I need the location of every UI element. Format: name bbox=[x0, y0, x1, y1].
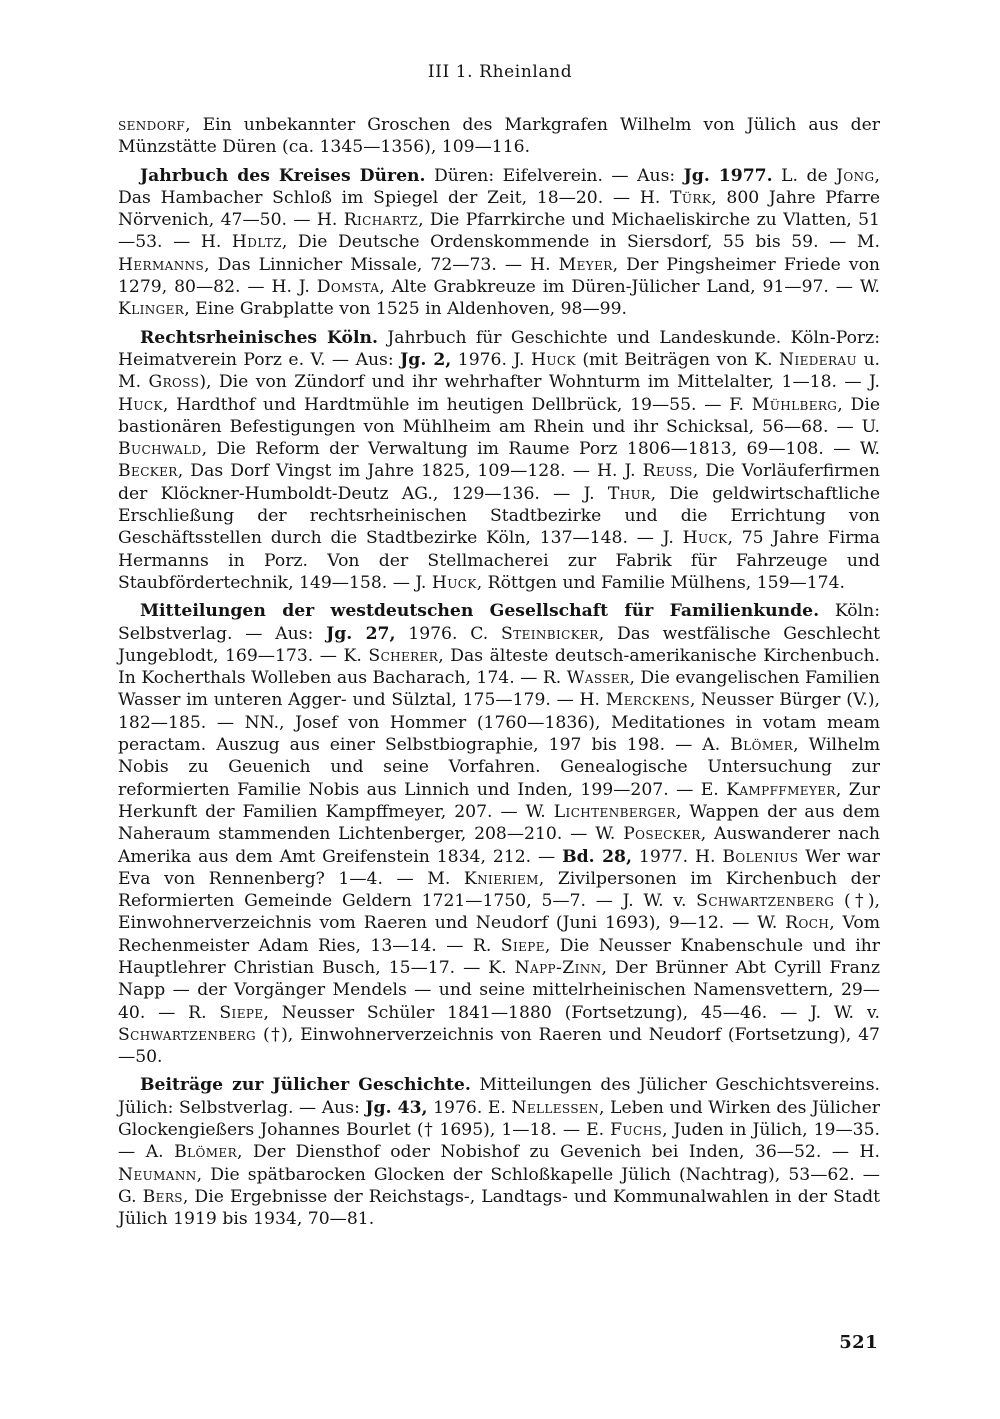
author-name: Hdltz bbox=[231, 232, 282, 253]
entry-text: , Das westfälische Geschlecht Jungeblodt, 169—173. — K. bbox=[118, 623, 880, 666]
entry-text: , Das älteste deutsch-amerikanische Kirchenbuch. In Kocherthals Wolleben aus Bacharach, 174. — R. bbox=[118, 645, 880, 689]
author-name: Bers bbox=[142, 1186, 183, 1207]
author-name: Jong bbox=[836, 165, 875, 186]
entry-text: , Hardthof und Hardtmühle im heutigen Dellbrück, 19—55. — F. bbox=[162, 394, 752, 415]
entry-text: u. M. bbox=[118, 349, 881, 393]
periodical-title: Rechtsrheinisches Köln. bbox=[140, 327, 378, 348]
entry-rechtsrheinisches-koeln bbox=[118, 327, 880, 595]
periodical-title: Beiträge zur Jülicher Geschichte. bbox=[140, 1075, 471, 1096]
author-name: Becker bbox=[118, 461, 178, 482]
entry-text: , Der Diensthof oder Nobishof zu Gevenich bei Inden, 36—52. — H. bbox=[237, 1142, 880, 1163]
author-name: Steinbicker bbox=[501, 623, 599, 644]
entry-text: , Neusser Bürger (V.), 182—185. — NN., Josef von Hommer (1760—1836), Meditationes in votam meam peractam. Auszug aus einer Selbstbiographie, 197 bis 198. — A. bbox=[118, 690, 880, 756]
author-name: Niederau bbox=[779, 349, 857, 370]
volume-label: Jg. 43, bbox=[365, 1097, 428, 1118]
author-name: Lichtenberger bbox=[553, 801, 676, 822]
periodical-title: Mitteilungen der westdeutschen Gesellschaft für Familienkunde. bbox=[140, 601, 820, 622]
entry-text: , Ein unbekannter Groschen des Markgrafen Wilhelm von Jülich aus der Münzstätte Düren (ca. 1345—1356), 109—116. bbox=[118, 115, 880, 158]
entry-text: , Alte Grabkreuze im Düren-Jülicher Land, 91—97. — W. bbox=[379, 277, 880, 298]
entry-text: , Das Linnicher Missale, 72—73. — H. bbox=[204, 254, 559, 275]
entry-text: , Auswanderer nach Amerika aus dem Amt Greifenstein 1834, 212. — bbox=[118, 824, 880, 867]
author-name: Reuss bbox=[642, 461, 693, 482]
entry-text: ), Die von Zündorf und ihr wehrhafter Wohnturm im Mittelalter, 1—18. — J. bbox=[199, 372, 880, 393]
entry-text: , Die Reform der Verwaltung im Raume Porz 1806—1813, 69—108. — W. bbox=[201, 439, 880, 460]
periodical-title: Jahrbuch des Kreises Düren. bbox=[140, 165, 426, 186]
entry-text: , Die Ergebnisse der Reichstags-, Landtags- und Kommunalwahlen in der Stadt Jülich 1919 bis 1934, 70—81. bbox=[118, 1186, 880, 1230]
entry-text: Jahrbuch für Geschichte und Landeskunde. Köln-Porz: Heimatverein Porz e. V. — Aus: bbox=[118, 327, 880, 370]
entry-text: , Leben und Wirken des Jülicher Glockengießers Johannes Bourlet († 1695), 1—18. — E. bbox=[118, 1097, 881, 1141]
entry-text: , Zur Herkunft der Familien Kampffmeyer, 207. — W. bbox=[118, 779, 880, 822]
entry-text: , Der Pingsheimer Friede von 1279, 80—82. — H. J. bbox=[118, 254, 880, 298]
author-name: Kampffmeyer bbox=[726, 779, 836, 800]
entry-text: , Die bastionären Befestigungen von Mühlheim am Rhein und ihr Schicksal, 56—68. — U. bbox=[118, 394, 880, 437]
author-name: Huck bbox=[530, 349, 576, 370]
entry-text: , Wappen der aus dem Naheraum stammenden Lichtenberger, 208—210. — W. bbox=[118, 801, 881, 845]
entry-text: , Die evangelischen Familien Wasser im unteren Agger- und Sülztal, 175—179. — H. bbox=[118, 668, 880, 711]
entry-text: L. de bbox=[772, 165, 837, 186]
author-name: Huck bbox=[118, 394, 163, 415]
author-name: sendorf bbox=[118, 115, 186, 135]
entry-text: , Die Deutsche Ordenskommende in Siersdorf, 55 bis 59. — M. bbox=[281, 232, 880, 253]
entry-text: (†), Einwohnerverzeichnis von Raeren und Neudorf (Fortsetzung), 47—50. bbox=[118, 1024, 880, 1068]
volume-label: Jg. 1977. bbox=[683, 165, 773, 186]
entry-mitteilungen-familienkunde bbox=[118, 600, 880, 1068]
author-name: Meyer bbox=[558, 254, 613, 275]
entry-text: , Die Neusser Knabenschule und ihr Hauptlehrer Christian Busch, 15—17. — K. bbox=[118, 935, 880, 978]
entry-text: Mitteilungen des Jülicher Geschichtsvereins. Jülich: Selbstverlag. — Aus: bbox=[118, 1075, 880, 1118]
author-name: Richartz bbox=[343, 210, 419, 231]
volume-label: Jg. 2, bbox=[400, 349, 452, 370]
entry-text: , Neusser Schüler 1841—1880 (Fortsetzung), 45—46. — J. W. v. bbox=[263, 1002, 880, 1023]
author-name: Scherer bbox=[368, 645, 439, 666]
author-name: Neumann bbox=[118, 1164, 197, 1185]
author-name: Schwartzenberg bbox=[696, 891, 835, 912]
volume-label: Jg. 27, bbox=[326, 623, 396, 644]
author-name: Thur bbox=[607, 483, 651, 504]
entry-text: , Juden in Jülich, 19—35. — A. bbox=[118, 1120, 881, 1163]
entry-text: , Das Dorf Vingst im Jahre 1825, 109—128. — H. J. bbox=[177, 461, 643, 482]
entry-text: Köln: Selbstverlag. — Aus: bbox=[118, 601, 880, 644]
page-number: 521 bbox=[839, 1332, 878, 1353]
author-name: Fuchs bbox=[610, 1120, 663, 1141]
author-name: Blömer bbox=[174, 1142, 238, 1163]
author-name: Blömer bbox=[730, 735, 794, 756]
entry-text: , Wilhelm Nobis zu Geuenich und seine Vorfahren. Genealogische Untersuchung zur reformierten Familie Nobis aus Linnich und Inden, 199—207. — E. bbox=[118, 735, 880, 800]
entry-text: , Eine Grabplatte von 1525 in Aldenhoven, 98—99. bbox=[184, 299, 627, 320]
entry-text: 1976. C. bbox=[395, 623, 502, 644]
author-name: Klinger bbox=[118, 299, 185, 320]
author-name: Siepe bbox=[500, 935, 545, 956]
entry-text: , Zivilpersonen im Kirchenbuch der Reformierten Gemeinde Geldern 1721—1750, 5—7. — J. W. v. bbox=[118, 868, 880, 912]
author-name: Merckens bbox=[605, 690, 690, 711]
author-name: Schwartzenberg bbox=[118, 1024, 257, 1045]
entry-text: , Das Hambacher Schloß im Spiegel der Zeit, 18—20. — H. bbox=[118, 165, 880, 208]
author-name: Bolenius bbox=[722, 846, 799, 867]
entry-text: , Die geldwirtschaftliche Erschließung der rechtsrheinischen Stadtbezirke und die Errichtung von Geschäftsstellen durch die Stadtbezirke Köln, 137—148. — J. bbox=[118, 483, 880, 549]
author-name: Türk bbox=[670, 187, 712, 208]
author-name: Hermanns bbox=[118, 254, 205, 275]
entry-jahrbuch-dueren bbox=[118, 165, 880, 321]
author-name: Napp-Zinn bbox=[514, 957, 602, 978]
author-name: Huck bbox=[431, 572, 477, 593]
entry-text: 1976. J. bbox=[451, 349, 531, 370]
entry-text: 1976. E. bbox=[427, 1097, 512, 1118]
entry-text: , Die Pfarrkirche und Michaeliskirche zu Vlatten, 51—53. — H. bbox=[118, 210, 880, 253]
entry-text: 1977. H. bbox=[631, 846, 723, 867]
running-head: III 1. Rheinland bbox=[427, 62, 573, 82]
entry-text: , Vom Rechenmeister Adam Ries, 13—14. — R. bbox=[118, 913, 881, 956]
author-name: Roch bbox=[785, 913, 830, 934]
entry-text: , Röttgen und Familie Mülhens, 159—174. bbox=[476, 572, 845, 593]
author-name: Posecker bbox=[623, 824, 701, 845]
author-name: Knieriem bbox=[463, 868, 539, 889]
entry-continuation bbox=[118, 114, 880, 159]
volume-label: Bd. 28, bbox=[562, 846, 632, 867]
author-name: Nellessen bbox=[511, 1097, 600, 1118]
entry-text: , Die spätbarocken Glocken der Schloßkapelle Jülich (Nachtrag), 53—62. — G. bbox=[118, 1164, 880, 1207]
entry-text: (†), Einwohnerverzeichnis vom Raeren und Neudorf (Juni 1693), 9—12. — W. bbox=[118, 891, 880, 934]
entry-text: Düren: Eifelverein. — Aus: bbox=[425, 165, 684, 186]
author-name: Huck bbox=[682, 528, 728, 549]
bibliography-text bbox=[118, 114, 880, 1237]
author-name: Mühlberg bbox=[751, 394, 838, 415]
author-name: Gross bbox=[148, 372, 200, 393]
author-name: Buchwald bbox=[118, 439, 202, 460]
author-name: Domsta bbox=[316, 277, 380, 298]
entry-beitraege-juelicher-geschichte bbox=[118, 1074, 880, 1230]
entry-text: , 75 Jahre Firma Hermanns in Porz. Von der Stellmacherei zur Fabrik für Fahrzeuge und Staubfördertechnik, 149—158. — J. bbox=[118, 528, 880, 593]
author-name: Siepe bbox=[219, 1002, 264, 1023]
entry-text: , 800 Jahre Pfarre Nörvenich, 47—50. — H. bbox=[118, 187, 880, 231]
entry-text: , Die Vorläuferfirmen der Klöckner-Humboldt-Deutz AG., 129—136. — J. bbox=[118, 461, 880, 504]
entry-text: , Der Brünner Abt Cyrill Franz Napp — der Vorgänger Mendels — und seine mittelrheinischen Namensvettern, 29—40. — R. bbox=[118, 957, 880, 1023]
entry-text: Wer war Eva von Rennenberg? 1—4. — M. bbox=[118, 846, 881, 889]
author-name: Wasser bbox=[566, 668, 630, 689]
entry-text: (mit Beiträgen von K. bbox=[575, 349, 780, 370]
